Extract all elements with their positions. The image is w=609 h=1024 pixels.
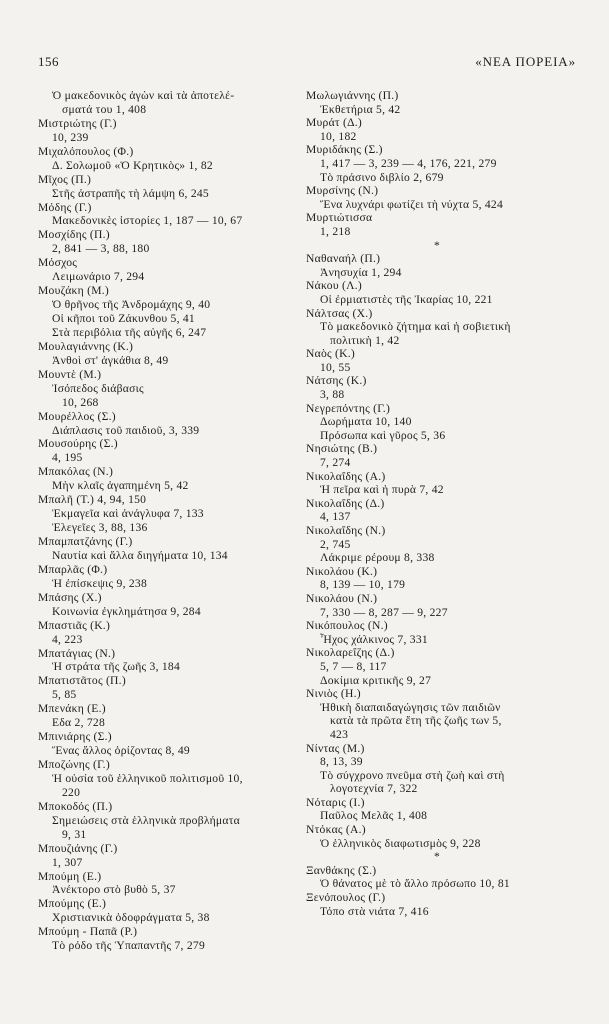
entry-item-line: Ὁ ἑλληνικὸς διαφωτισμὸς 9, 228 [320, 836, 481, 850]
author-line [38, 256, 302, 270]
author-name: Μουσούρης (Σ.) [38, 437, 118, 451]
entry-item-line: Χριστιανικὰ ὁδοφράγματα 5, 38 [52, 911, 210, 925]
entry-item-line: Ἡ ἐπίσκεψις 9, 238 [52, 576, 148, 590]
author-name: Ντόκας (Α.) [306, 823, 366, 837]
author-name: Μωλωγιάννης (Π.) [306, 89, 399, 102]
entry-item-line: Δοκίμια κριτικῆς 9, 27 [320, 673, 432, 687]
asterisk-separator: * [433, 238, 441, 252]
index-entry [306, 524, 578, 565]
author-line [38, 674, 302, 688]
index-entry [38, 730, 302, 758]
author-line [306, 89, 578, 103]
author-line [306, 307, 578, 321]
author-line [38, 437, 302, 451]
author-name: Μπενάκη (Ε.) [38, 702, 106, 716]
entry-item-line: Ἀνθοὶ στ' ἀγκάθια 8, 49 [52, 353, 169, 367]
author-line [306, 565, 578, 579]
author-line [38, 410, 302, 424]
author-name: Μπαρλᾶς (Φ.) [38, 562, 108, 576]
entry-item-line: Ὁ θάνατος μὲ τὸ ἄλλο πρόσωπο 10, 81 [320, 877, 510, 891]
author-name: Μουλαγιάννης (Κ.) [38, 339, 134, 353]
index-entry [38, 368, 302, 410]
entry-item-line: 5, 7 — 8, 117 [320, 659, 387, 673]
author-line [38, 284, 302, 298]
entry-item-line: 2, 841 — 3, 88, 180 [52, 242, 150, 256]
author-line [306, 891, 578, 905]
entry-item-line: Διάπλασις τοῦ παιδιοῦ, 3, 339 [52, 423, 200, 437]
author-name: Νικόπουλος (Ν.) [306, 619, 388, 633]
entry-item-line: 1, 307 [52, 855, 83, 869]
entry-item-continuation: 423 [330, 727, 349, 741]
author-name: Μπατιστᾶτος (Π.) [38, 674, 126, 688]
index-entry [306, 374, 578, 401]
entry-item-continuation: 10, 268 [62, 395, 99, 409]
entry-item-line: Τόπο στὰ νιάτα 7, 416 [320, 904, 429, 918]
author-line [38, 619, 302, 633]
author-line [306, 279, 578, 293]
index-entry [306, 565, 578, 592]
author-line [38, 117, 302, 131]
index-entry [306, 252, 578, 279]
entry-item-line: Οἱ ἐρμιατιστὲς τῆς Ἰκαρίας 10, 221 [320, 292, 493, 306]
index-entry [306, 864, 578, 891]
index-entry [306, 619, 578, 646]
index-entry [306, 646, 578, 687]
index-entry [38, 702, 302, 730]
index-entry [306, 891, 578, 918]
index-section-break [306, 850, 578, 864]
entry-item-line: Δωρήματα 10, 140 [320, 415, 412, 429]
index-entry [38, 201, 302, 229]
author-line [306, 442, 578, 456]
index-entry [38, 284, 302, 340]
index-entry [306, 184, 578, 211]
author-line [38, 145, 302, 159]
author-name: Νάλτσας (Χ.) [306, 306, 373, 320]
index-entry [38, 674, 302, 702]
entry-item-line: Ἐκθετήρια 5, 42 [320, 102, 401, 116]
entry-item-line: Ἀνέκτορο στὸ βυθὸ 5, 37 [52, 883, 176, 897]
entry-item-line: Ἦχος χάλκινος 7, 331 [320, 632, 428, 646]
author-name: Ναθαναήλ (Π.) [306, 252, 381, 266]
author-line [306, 687, 578, 701]
entry-item-line: 4, 137 [320, 510, 351, 524]
author-line [38, 870, 302, 884]
index-entry [306, 592, 578, 619]
entry-item-line: Τὸ σύγχρονο πνεῦμα στὴ ζωὴ καὶ στὴ [320, 768, 505, 782]
author-name: Μυριδάκης (Σ.) [306, 143, 383, 157]
author-name: Μπακόλας (Ν.) [38, 465, 114, 479]
author-name: Μπουζιάνης (Γ.) [38, 841, 118, 855]
author-line [306, 796, 578, 810]
author-name: Μπούμης (Ε.) [38, 897, 107, 911]
author-name: Μιστριώτης (Γ.) [38, 116, 117, 130]
author-line [306, 619, 578, 633]
entry-item-line: 1, 218 [320, 224, 351, 238]
author-name: Μόσχος [38, 256, 78, 270]
author-name: Μιχαλόπουλος (Φ.) [38, 144, 134, 158]
entry-item-line: 4, 195 [52, 451, 83, 465]
entry-item-line: Ἀνησυχία 1, 294 [320, 265, 402, 279]
author-name: Μοσχίδης (Π.) [38, 228, 110, 242]
author-line [38, 493, 302, 507]
index-entry [38, 465, 302, 493]
index-entry [38, 870, 302, 898]
journal-title: «ΝΕΑ ΠΟΡΕΙΑ» [475, 54, 576, 69]
author-name: Μῖχος (Π.) [38, 172, 92, 186]
index-entry [38, 535, 302, 563]
entry-item-line: Ἕνας ἄλλος ὁρίζοντας 8, 49 [52, 744, 190, 758]
author-name: Μπατάγιας (Ν.) [38, 646, 116, 660]
entry-item-line: Κοινωνία ἐγκλημάτησα 9, 284 [52, 604, 201, 618]
author-line [38, 368, 302, 382]
entry-item-line: Στῆς ἀστραπῆς τὴ λάμψη 6, 245 [52, 186, 209, 200]
index-entry [38, 619, 302, 647]
entry-item-line: 8, 139 — 10, 179 [320, 578, 406, 592]
author-line [306, 347, 578, 361]
entry-item-line: Ὁ θρῆνος τῆς Ἀνδρομάχης 9, 40 [52, 298, 211, 312]
author-name: Νόταρις (Ι.) [306, 795, 365, 809]
entry-item-line: Ἰσόπεδος διάβασις [52, 381, 144, 395]
index-entry [38, 647, 302, 675]
author-line [306, 184, 578, 198]
index-entry [306, 742, 578, 796]
author-name: Μπινιάρης (Σ.) [38, 730, 112, 744]
author-line [38, 925, 302, 939]
author-name: Μυρτιώτισσα [306, 211, 373, 225]
index-entry [38, 256, 302, 284]
entry-item-line: 10, 55 [320, 360, 351, 374]
author-name: Μόδης (Γ.) [38, 200, 92, 214]
author-line [38, 465, 302, 479]
entry-item-line: Λειμωνάριο 7, 294 [52, 270, 145, 284]
index-entry [306, 470, 578, 497]
entry-item-line: Οἱ κῆποι τοῦ Ζάκυνθου 5, 41 [52, 312, 195, 325]
index-entry [38, 897, 302, 925]
author-name: Μπαμπατζάνης (Γ.) [38, 535, 133, 548]
entry-item-line: 7, 274 [320, 456, 351, 470]
entry-item-line: Ἠθικὴ διαπαιδαγώγησις τῶν παιδιῶν [320, 700, 501, 714]
index-section-break [306, 239, 578, 253]
index-entry [38, 340, 302, 368]
index-entry [38, 117, 302, 145]
author-line [38, 730, 302, 744]
index-entry [306, 307, 578, 348]
author-line [38, 702, 302, 716]
index-column-right [306, 89, 578, 918]
author-line [306, 497, 578, 511]
author-name: Μποκοδός (Π.) [38, 799, 113, 813]
index-column-left [38, 89, 302, 953]
author-name: Μπάσης (Χ.) [38, 590, 102, 604]
author-line [306, 742, 578, 756]
entry-item-continuation: πολιτικὴ 1, 42 [330, 333, 400, 347]
author-line [306, 864, 578, 878]
entry-item-line: Πρόσωπα καὶ γῦρος 5, 36 [320, 428, 446, 442]
entry-item-line: 5, 85 [52, 688, 77, 702]
index-entry [306, 796, 578, 823]
author-line [38, 173, 302, 187]
asterisk-separator: * [433, 850, 441, 864]
entry-item-line: Στὰ περιβόλια τῆς αὐγῆς 6, 247 [52, 325, 207, 339]
index-entry [38, 228, 302, 256]
entry-item-line: Ὁ μακεδονικὸς ἀγὼν καὶ τὰ ἀποτελέ- [52, 89, 235, 102]
author-line [306, 823, 578, 837]
entry-item-continuation: κατὰ τὰ πρῶτα ἔτη τῆς ζωῆς των 5, [330, 714, 502, 728]
author-line [38, 591, 302, 605]
author-line [38, 647, 302, 661]
author-name: Νάκου (Λ.) [306, 279, 362, 293]
author-name: Μυρσίνης (Ν.) [306, 184, 379, 198]
author-line [38, 897, 302, 911]
entry-item-line: Ἡ πεῖρα καὶ ἡ πυρὰ 7, 42 [320, 483, 444, 497]
index-entry [38, 563, 302, 591]
entry-item-line: Τὸ ρόδο τῆς Ὑπαπαντῆς 7, 279 [52, 939, 205, 953]
entry-item-line: 7, 330 — 8, 287 — 9, 227 [320, 605, 448, 619]
author-line [38, 201, 302, 215]
entry-item-line: Δ. Σολωμοῦ «Ὁ Κρητικὸς» 1, 82 [52, 158, 213, 172]
index-entry [306, 89, 578, 116]
author-name: Μπαλῆ (Τ.) [38, 493, 95, 507]
author-line [38, 228, 302, 242]
author-line [306, 592, 578, 606]
index-entry [38, 89, 302, 117]
author-line [306, 402, 578, 416]
author-name: Ξανθάκης (Σ.) [306, 863, 377, 877]
entry-item-line: Τὸ πράσινο διβλίο 2, 679 [320, 170, 444, 184]
index-entry [306, 497, 578, 524]
author-name: Μουζάκη (Μ.) [38, 284, 110, 298]
author-line [38, 535, 302, 549]
author-name: Μποζώνης (Γ.) [38, 758, 110, 771]
author-name: Μουρέλλος (Σ.) [38, 409, 116, 423]
index-entry [306, 687, 578, 741]
entry-item-line: 10, 182 [320, 129, 357, 143]
index-entry [306, 402, 578, 443]
entry-item-line: Ἕνα λυχνάρι φωτίζει τὴ νύχτα 5, 424 [320, 197, 504, 211]
running-header [38, 54, 576, 72]
index-entry [306, 442, 578, 469]
author-name: Νικολαΐδης (Α.) [306, 469, 386, 483]
author-line [38, 842, 302, 856]
entry-item-continuation: λογοτεχνία 7, 322 [330, 782, 418, 796]
author-name: Νεγρεπόντης (Γ.) [306, 401, 391, 415]
entry-item-line: Ναυτία καὶ ἄλλα διηγήματα 10, 134 [52, 548, 228, 562]
author-name: Νικολάου (Ν.) [306, 591, 378, 605]
author-name: Μπούμη - Παπᾶ (Ρ.) [38, 925, 138, 939]
entry-item-continuation: 9, 31 [62, 827, 87, 841]
entry-item-line: Μὴν κλαῖς ἀγαπημένη 5, 42 [52, 479, 189, 493]
author-name: Νινιὸς (Η.) [306, 687, 361, 701]
entry-item-line: Λάκριμε ρέρουμ 8, 338 [320, 551, 435, 565]
entry-item-line: Παῦλος Μελᾶς 1, 408 [320, 809, 428, 823]
entry-item-line: 3, 88 [320, 388, 345, 402]
author-name: Μπούμη (Ε.) [38, 869, 102, 883]
author-line [38, 340, 302, 354]
entry-item-line: Τὸ μακεδονικὸ ζήτημα καὶ ἡ σοβιετικὴ [320, 320, 511, 334]
author-name: Νικολαΐδης (Δ.) [306, 496, 385, 510]
index-entry [38, 591, 302, 619]
entry-item-continuation: 220 [62, 785, 81, 799]
entry-item-line: Ἐκμαγεῖα καὶ ἀνάγλυφα 7, 133 [52, 507, 204, 521]
author-name: Ξενόπουλος (Γ.) [306, 891, 386, 905]
author-line [306, 374, 578, 388]
author-name: Μπαστιᾶς (Κ.) [38, 618, 111, 632]
index-entry [38, 145, 302, 173]
entry-item-line: Ἡ οὐσία τοῦ ἑλληνικοῦ πολιτισμοῦ 10, [52, 771, 243, 785]
author-line [306, 211, 578, 225]
page-number: 156 [38, 54, 59, 69]
index-entry [306, 279, 578, 306]
author-line [306, 470, 578, 484]
author-line [38, 563, 302, 577]
author-line [38, 758, 302, 772]
author-line [306, 524, 578, 538]
author-line [38, 800, 302, 814]
author-name: Νικολαρεΐζης (Δ.) [306, 646, 395, 660]
index-entry [38, 173, 302, 201]
entry-item-line: 4, 223 [52, 632, 83, 646]
author-name: Νίντας (Μ.) [306, 741, 365, 755]
author-line [306, 646, 578, 660]
author-name: Νικολάου (Κ.) [306, 564, 378, 578]
index-entry [306, 116, 578, 143]
index-entry [38, 437, 302, 465]
entry-item-line: Ἐλεγεῖες 3, 88, 136 [52, 521, 148, 535]
entry-item-line: 2, 745 [320, 537, 351, 551]
author-name: Νησιώτης (Β.) [306, 442, 378, 456]
entry-item-line: Ἡ στράτα τῆς ζωῆς 3, 184 [52, 660, 181, 674]
author-name: Μουντὲ (Μ.) [38, 367, 102, 381]
index-entry [38, 410, 302, 438]
entry-item-line: 8, 13, 39 [320, 755, 363, 769]
entry-item-line: Εδα 2, 728 [52, 716, 106, 730]
author-name: Νικολαΐδης (Ν.) [306, 524, 386, 537]
index-entry [38, 842, 302, 870]
entry-item-line: 10, 239 [52, 130, 89, 144]
index-entry [306, 211, 578, 238]
index-entry [306, 143, 578, 184]
author-name: Ναὸς (Κ.) [306, 347, 355, 361]
index-entry [306, 347, 578, 374]
author-line [306, 116, 578, 130]
index-entry [38, 758, 302, 800]
index-entry [306, 823, 578, 850]
author-line [306, 143, 578, 157]
index-entry [38, 493, 302, 535]
author-name: Νάτσης (Κ.) [306, 374, 367, 388]
entry-item-line: 1, 417 — 3, 239 — 4, 176, 221, 279 [320, 156, 497, 170]
index-entry [38, 800, 302, 842]
author-name: Μυράτ (Δ.) [306, 116, 363, 130]
author-refs: 4, 94, 150 [97, 493, 147, 507]
entry-item-continuation: σματά του 1, 408 [62, 102, 147, 116]
author-line [306, 252, 578, 266]
entry-item-line: Μακεδονικὲς ἱστορίες 1, 187 — 10, 67 [52, 214, 243, 228]
index-entry [38, 925, 302, 953]
entry-item-line: Σημειώσεις στὰ ἑλληνικὰ προβλήματα [52, 813, 240, 827]
